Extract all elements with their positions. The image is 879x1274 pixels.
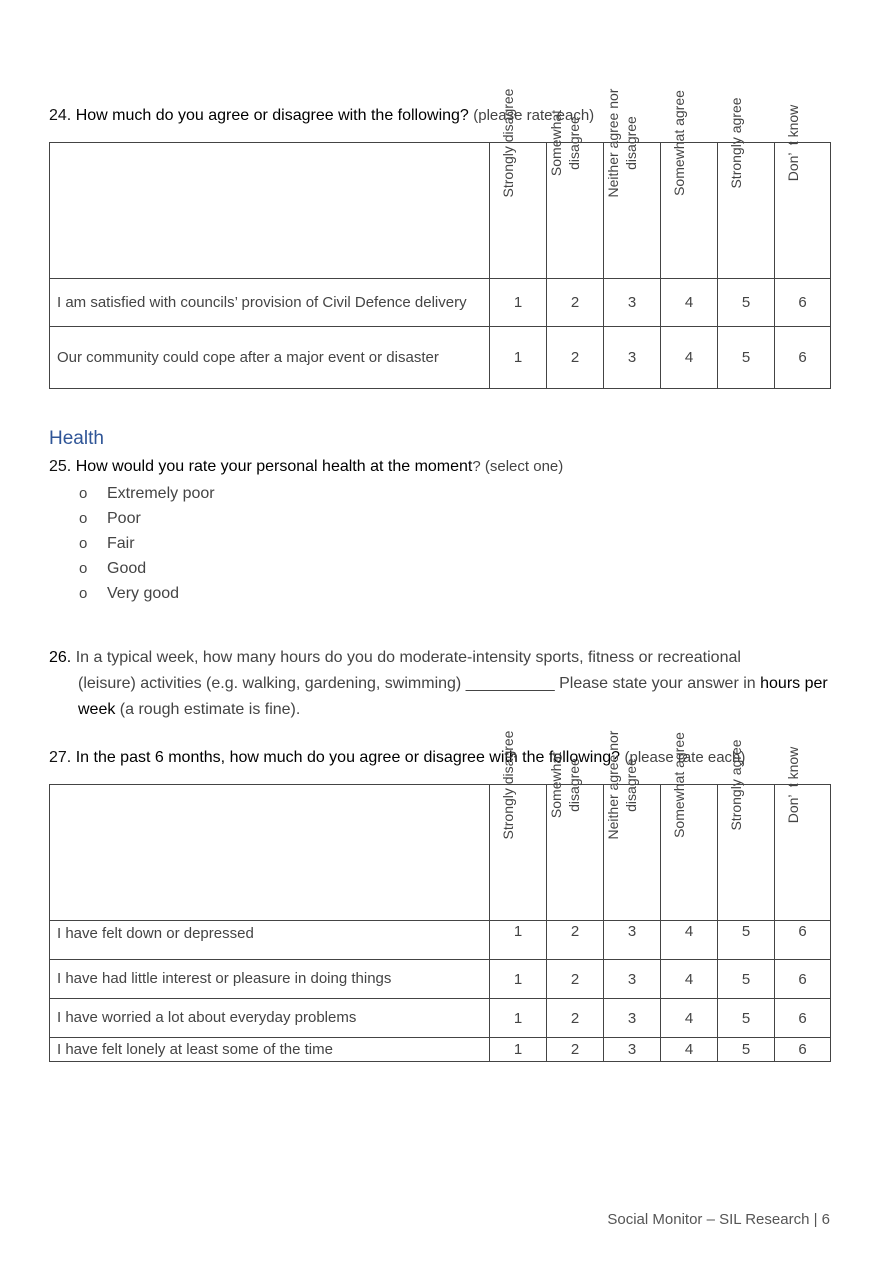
radio-circle-icon[interactable]: o [79,560,88,577]
rating-option[interactable]: 3 [604,960,661,999]
question-line: (a rough estimate is fine). [115,701,301,718]
header-cell [604,88,661,279]
rating-option[interactable]: 3 [604,327,661,389]
radio-circle-icon[interactable]: o [79,535,88,552]
rating-option[interactable]: 2 [547,1038,604,1062]
statement-cell: I have felt lonely at least some of the time [50,1038,490,1062]
question-hint: (please rate each) [473,107,595,124]
question-hint: (please rate each) [624,749,746,766]
table-row [50,999,831,1038]
option-label: Poor [107,509,141,527]
section-heading: Health [49,428,104,449]
header-cell [490,730,547,921]
rating-option[interactable]: 1 [490,279,547,327]
rating-option[interactable]: 2 [547,279,604,327]
rating-option[interactable]: 4 [661,1038,718,1062]
header-cell [547,109,604,279]
rating-option[interactable]: 5 [718,921,775,960]
statement-cell: Our community could cope after a major event or disaster [50,327,490,389]
question-25 [49,458,563,476]
table-header-row [50,143,831,279]
table-row [50,327,831,389]
rating-option[interactable]: 5 [718,999,775,1038]
question-number: 27. [49,749,72,766]
option-label: Extremely poor [107,484,215,502]
page-footer: Social Monitor – SIL Research | 6 [607,1211,830,1228]
question-26 [49,645,839,723]
header-cell [604,730,661,921]
rating-option[interactable]: 1 [490,999,547,1038]
scale-header: Strongly disagree [500,730,516,839]
statement-cell: I have had little interest or pleasure in doing things [50,960,490,999]
rating-option[interactable]: 2 [547,327,604,389]
table-header-row [50,785,831,921]
option-label: Fair [107,534,135,552]
statement-cell: I have felt down or depressed [50,921,490,960]
radio-option[interactable] [79,581,215,606]
scale-header: Don’ t know [784,746,801,823]
radio-option[interactable] [79,531,215,556]
rating-option[interactable]: 6 [775,279,831,327]
rating-option[interactable]: 4 [661,327,718,389]
rating-option[interactable]: 5 [718,1038,775,1062]
scale-header: Somewhat disagree [548,751,582,818]
question-text: In the past 6 months, how much do you agree or disagree with the following? [75,749,621,766]
rating-option[interactable]: 6 [775,327,831,389]
rating-option[interactable]: 5 [718,327,775,389]
statement-cell: I am satisfied with councils’ provision of Civil Defence delivery [50,279,490,327]
statement-cell: I have worried a lot about everyday problems [50,999,490,1038]
rating-option[interactable]: 1 [490,1038,547,1062]
rating-option[interactable]: 3 [604,999,661,1038]
rating-option[interactable]: 4 [661,999,718,1038]
question-text: How much do you agree or disagree with the following? [75,107,469,124]
scale-header: Neither agree nor disagree [605,88,639,197]
rating-option[interactable]: 5 [718,960,775,999]
question-line: (leisure) activities (e.g. walking, gardening, swimming) __________ Please state your answer in [78,675,761,692]
scale-header: Somewhat agree [671,731,687,838]
question-number: 24. [49,107,72,124]
rating-option[interactable]: 5 [718,279,775,327]
rating-option[interactable]: 2 [547,960,604,999]
rating-option[interactable]: 6 [775,1038,831,1062]
radio-option[interactable] [79,481,215,506]
rating-option[interactable]: 4 [661,279,718,327]
radio-circle-icon[interactable]: o [79,510,88,527]
option-label: Very good [107,584,180,602]
rating-option[interactable]: 3 [604,921,661,960]
scale-header: Strongly agree [728,738,744,831]
rating-option[interactable]: 1 [490,921,547,960]
rating-option[interactable]: 2 [547,921,604,960]
emphasis-text: hours per [760,675,828,692]
rating-option[interactable]: 2 [547,999,604,1038]
rating-option[interactable]: 1 [490,960,547,999]
header-cell [775,746,831,921]
radio-circle-icon[interactable]: o [79,485,88,502]
scale-header: Somewhat disagree [548,109,582,176]
radio-circle-icon[interactable]: o [79,585,88,602]
header-cell [718,96,775,279]
question-hint: ? (select one) [472,458,564,475]
question-number: 26. [49,649,72,666]
scale-header: Somewhat agree [671,89,687,196]
rating-option[interactable]: 6 [775,921,831,960]
table-row [50,279,831,327]
table-row [50,1038,831,1062]
rating-option[interactable]: 4 [661,921,718,960]
rating-option[interactable]: 6 [775,999,831,1038]
rating-option[interactable]: 3 [604,279,661,327]
header-cell [775,104,831,279]
option-list [79,481,215,606]
header-cell [661,731,718,921]
emphasis-text: week [78,701,116,718]
scale-header: Don’ t know [784,104,801,181]
question-number: 25. [49,458,72,475]
radio-option[interactable] [79,556,215,581]
table-row [50,921,831,960]
question-text: How would you rate your personal health at the moment [75,458,473,475]
header-blank-cell [50,785,490,921]
header-cell [661,89,718,279]
header-cell [490,88,547,279]
header-cell [718,738,775,921]
rating-option[interactable]: 3 [604,1038,661,1062]
table-row [50,960,831,999]
question-line: In a typical week, how many hours do you do moderate-intensity sports, fitness or recreational [75,649,741,666]
header-cell [547,751,604,921]
scale-header: Neither agree nor disagree [605,730,639,839]
rating-option[interactable]: 4 [661,960,718,999]
radio-option[interactable] [79,506,215,531]
rating-option[interactable]: 1 [490,327,547,389]
rating-option[interactable]: 6 [775,960,831,999]
scale-header: Strongly disagree [500,88,516,197]
scale-header: Strongly agree [728,96,744,189]
header-blank-cell [50,143,490,279]
option-label: Good [107,559,147,577]
